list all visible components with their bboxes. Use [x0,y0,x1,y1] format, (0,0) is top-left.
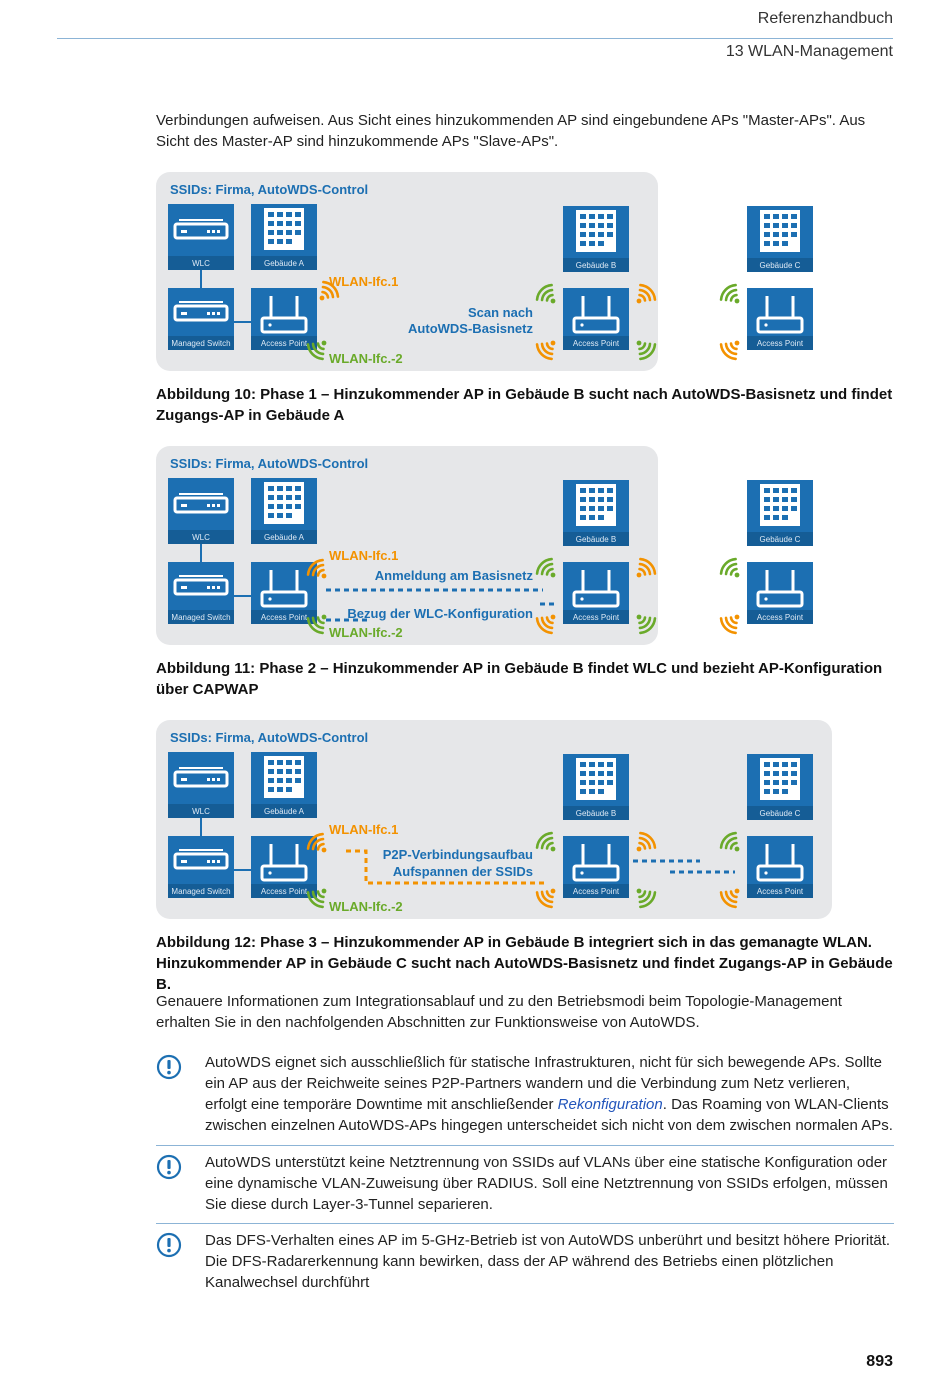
note-vlan-separation [156,1154,894,1222]
wlc-tile [168,204,234,270]
annotation-line-1: Anmeldung am Basisnetz [374,568,533,583]
managed-switch-tile [168,562,234,624]
header-title: Referenzhandbuch [757,10,893,27]
ifc2-label: WLAN-Ifc.-2 [329,351,403,366]
ifc1-label: WLAN-Ifc.1 [329,274,399,289]
access-point-a-tile [251,288,317,350]
building-b-tile [563,754,629,820]
tile-label: Managed Switch [171,339,231,348]
note-text-part: AutoWDS eignet sich ausschließlich für statische Infrastrukturen, nicht für sich bewegende APs. Sollte ein AP aus der Reichweite seines P2P-Partners wandern und die Verbindung zum Netz verlieren, erfolgt eine temporäre Downtime mit anschließender [205,1054,882,1113]
tile-label: Gebäude C [759,809,801,818]
access-point-c-tile [747,836,813,898]
building-c-tile [747,480,813,546]
figure-phase-3-diagram [0,720,950,920]
building-a-tile [251,752,317,818]
body-paragraph: Genauere Informationen zum Integrationsablauf und zu den Betriebsmodi beim Topologie-Management erhalten Sie in den nachfolgenden Abschnitten zur Funktionsweise von AutoWDS. [156,993,842,1031]
tile-label: WLC [192,259,210,268]
tile-label: Managed Switch [171,887,231,896]
annotation-line-2: AutoWDS-Basisnetz [408,321,533,336]
figure-phase-1 [0,172,950,372]
tile-label: Access Point [756,887,804,896]
building-b-tile [563,206,629,272]
tile-label: WLC [192,533,210,542]
note-text [205,1052,894,1136]
reconfiguration-link[interactable]: Rekonfiguration [557,1096,663,1113]
building-a-tile [251,204,317,270]
tile-label: Gebäude B [575,261,617,270]
note-text: AutoWDS unterstützt keine Netztrennung von SSIDs auf VLANs über eine statische Konfiguration oder eine dynamische VLAN-Zuweisung über RADIUS. Soll eine Netztrennung von SSIDs erfolgen, müssen Sie diese durch Layer-3-Tunnel separieren. [205,1154,888,1213]
tile-label: Access Point [756,339,804,348]
access-point-a-tile [251,836,317,898]
building-c-tile [747,206,813,272]
page-number: 893 [866,1353,893,1370]
figure-phase-2 [0,446,950,646]
tile-label: Gebäude A [263,807,305,816]
tile-label: Access Point [572,339,620,348]
header-chapter: 13 WLAN-Management [725,43,893,60]
tile-label: Access Point [260,613,308,622]
wifi-icon [721,341,739,359]
exclamation-icon [156,1232,182,1258]
wlc-tile [168,478,234,544]
access-point-a-tile [251,562,317,624]
ssid-label: SSIDs: Firma, AutoWDS-Control [170,456,369,471]
tile-label: Gebäude A [263,259,305,268]
access-point-c-tile [747,288,813,350]
building-c-tile [747,754,813,820]
annotation-line-2: Bezug der WLC-Konfiguration [347,606,533,621]
ifc2-label: WLAN-Ifc.-2 [329,625,403,640]
tile-label: Access Point [572,887,620,896]
tile-label: Gebäude C [759,535,801,544]
managed-switch-tile [168,288,234,350]
note-static-infrastructure [156,1054,894,1144]
access-point-b-tile [563,288,629,350]
managed-switch-tile [168,836,234,898]
tile-label: Gebäude B [575,535,617,544]
tile-label: Gebäude C [759,261,801,270]
building-b-tile [563,480,629,546]
figure-phase-1-diagram [0,172,950,372]
figure-phase-3 [0,720,950,920]
header-divider [57,38,893,39]
access-point-b-tile [563,562,629,624]
tile-label: Gebäude B [575,809,617,818]
tile-label: Access Point [572,613,620,622]
access-point-b-tile [563,836,629,898]
ifc2-label: WLAN-Ifc.-2 [329,899,403,914]
tile-label: Access Point [756,613,804,622]
ifc1-label: WLAN-Ifc.1 [329,548,399,563]
figure-phase-2-diagram [0,446,950,646]
ssid-label: SSIDs: Firma, AutoWDS-Control [170,182,369,197]
access-point-c-tile [747,562,813,624]
tile-label: Access Point [260,339,308,348]
note-dfs [156,1232,894,1291]
building-a-tile [251,478,317,544]
exclamation-icon [156,1054,182,1080]
wifi-icon [721,559,739,577]
ifc1-label: WLAN-Ifc.1 [329,822,399,837]
note-text-part: . Das Roaming von WLAN-Clients zwischen einzelnen AutoWDS-APs hingegen unterscheidet sich nicht von dem zwischen normalen APs. [205,1096,893,1134]
note-divider [156,1223,894,1224]
exclamation-icon [156,1154,182,1180]
tile-label: Access Point [260,887,308,896]
wifi-icon [721,285,739,303]
annotation-line-1: Scan nach [467,305,533,320]
tile-label: WLC [192,807,210,816]
wifi-icon [721,615,739,633]
figure-10-caption: Abbildung 10: Phase 1 – Hinzukommender AP in Gebäude B sucht nach AutoWDS-Basisnetz und findet Zugangs-AP in Gebäude A [156,386,893,424]
figure-12-caption: Abbildung 12: Phase 3 – Hinzukommender AP in Gebäude B integriert sich in das gemanagte WLAN. Hinzukommender AP in Gebäude C sucht nach AutoWDS-Basisnetz und findet Zugangs-AP in Gebäude B. [156,934,893,993]
intro-paragraph: Verbindungen aufweisen. Aus Sicht eines hinzukommenden AP sind eingebundene APs "Master-APs". Aus Sicht des Master-AP sind hinzukommende APs "Slave-APs". [156,112,866,150]
ssid-label: SSIDs: Firma, AutoWDS-Control [170,730,369,745]
tile-label: Gebäude A [263,533,305,542]
annotation-line-2: Aufspannen der SSIDs [392,864,533,879]
note-text: Das DFS-Verhalten eines AP im 5-GHz-Betrieb ist von AutoWDS unberührt und besitzt höhere Priorität. Die DFS-Radarerkennung kann bewirken, dass der AP während des Betriebs einen plötzlichen Kanalwechsel durchführt [205,1232,891,1291]
figure-11-caption: Abbildung 11: Phase 2 – Hinzukommender AP in Gebäude B findet WLC und bezieht AP-Konfiguration über CAPWAP [156,660,883,698]
annotation-line-1: P2P-Verbindungsaufbau [382,847,533,862]
note-divider [156,1145,894,1146]
tile-label: Managed Switch [171,613,231,622]
wlc-tile [168,752,234,818]
